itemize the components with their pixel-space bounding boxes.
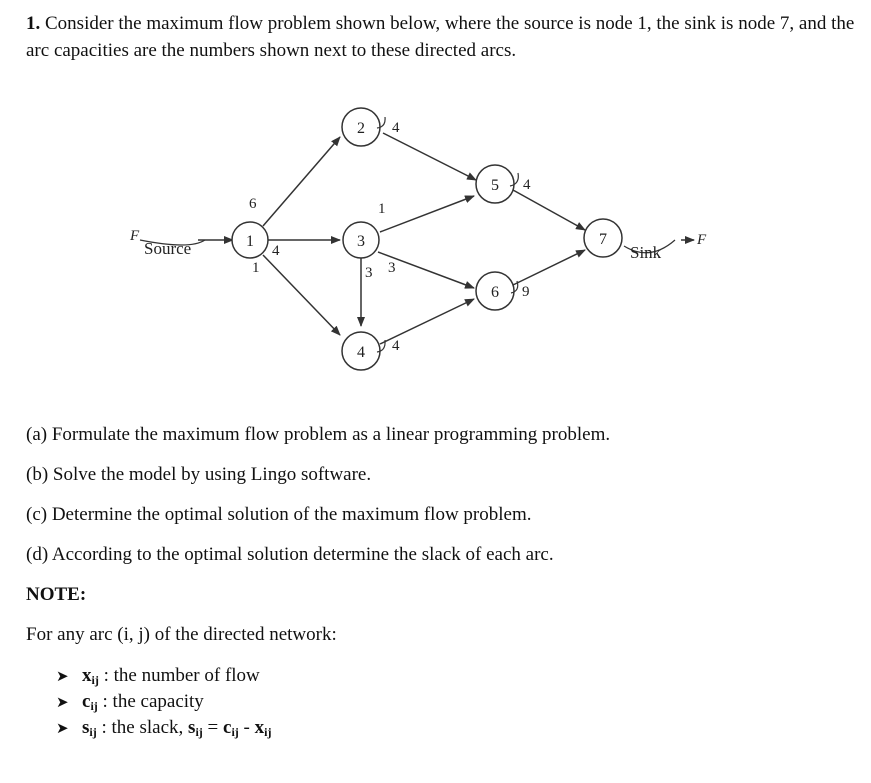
- arrow-bullet-icon: ➤: [56, 693, 69, 711]
- flow-out-label: F: [697, 232, 707, 248]
- cap-2-5: 4: [392, 120, 400, 136]
- node-7: [584, 219, 622, 257]
- svg-text:6: 6: [491, 284, 499, 301]
- svg-text:2: 2: [357, 120, 365, 137]
- cap-3-5: 1: [378, 201, 386, 217]
- svg-text:1: 1: [246, 233, 254, 250]
- note-list: [56, 663, 271, 741]
- node-3: [343, 222, 379, 258]
- arc-1-4: [263, 255, 340, 335]
- network-diagram: [0, 100, 871, 390]
- sink-label: Sink: [630, 243, 662, 262]
- cap-3-4: 3: [365, 265, 373, 281]
- source-label: Source: [144, 239, 192, 258]
- cap-1-4: 1: [252, 260, 260, 276]
- node-1: [232, 222, 268, 258]
- arc-1-2: [263, 137, 340, 226]
- list-item: ➤ $x_{ij}$ : the number of flow: [56, 665, 260, 687]
- arc-3-5: [380, 196, 474, 232]
- svg-text:7: 7: [599, 231, 607, 248]
- cap-5-7: 4: [523, 177, 531, 193]
- node-2: [342, 108, 380, 146]
- cap-6-7: 9: [522, 284, 530, 300]
- node-6: [476, 272, 514, 310]
- svg-text:5: 5: [491, 177, 499, 194]
- list-item: ➤ $s_{ij}$ : the slack, $s_{ij} = c_{ij} - x_{ij}$: [56, 717, 272, 739]
- part-a: (a) Formulate the maximum flow problem as a linear programming problem.: [26, 424, 611, 445]
- cap-1-3: 4: [272, 243, 280, 259]
- part-d: (d) According to the optimal solution determine the slack of each arc.: [26, 544, 554, 565]
- arrow-bullet-icon: ➤: [56, 719, 69, 737]
- flow-in-label: F: [130, 228, 140, 244]
- svg-text:3: 3: [357, 233, 365, 250]
- note-heading: NOTE:: [26, 584, 87, 605]
- problem-text: Consider the maximum flow problem shown below, where the source is node 1, the sink is node 7, and the arc capacities are the numbers shown next to these directed arcs.: [26, 13, 855, 61]
- cap-4-7: 4: [392, 338, 400, 354]
- svg-text:4: 4: [357, 344, 365, 361]
- cap-1-2: 6: [249, 196, 257, 212]
- node-5: [476, 165, 514, 203]
- arc-6-7: [513, 250, 585, 285]
- problem-number: 1.: [26, 13, 41, 34]
- arc-2-5: [383, 133, 476, 180]
- list-item: ➤ $c_{ij}$ : the capacity: [56, 691, 204, 713]
- node-4: [342, 332, 380, 370]
- note-intro: For any arc (i, j) of the directed network:: [26, 624, 337, 645]
- problem-statement: [26, 10, 856, 64]
- part-c: (c) Determine the optimal solution of the maximum flow problem.: [26, 504, 532, 525]
- cap-3-6: 3: [388, 260, 396, 276]
- arc-5-7: [513, 190, 585, 230]
- part-b: (b) Solve the model by using Lingo software.: [26, 464, 372, 485]
- arrow-bullet-icon: ➤: [56, 667, 69, 685]
